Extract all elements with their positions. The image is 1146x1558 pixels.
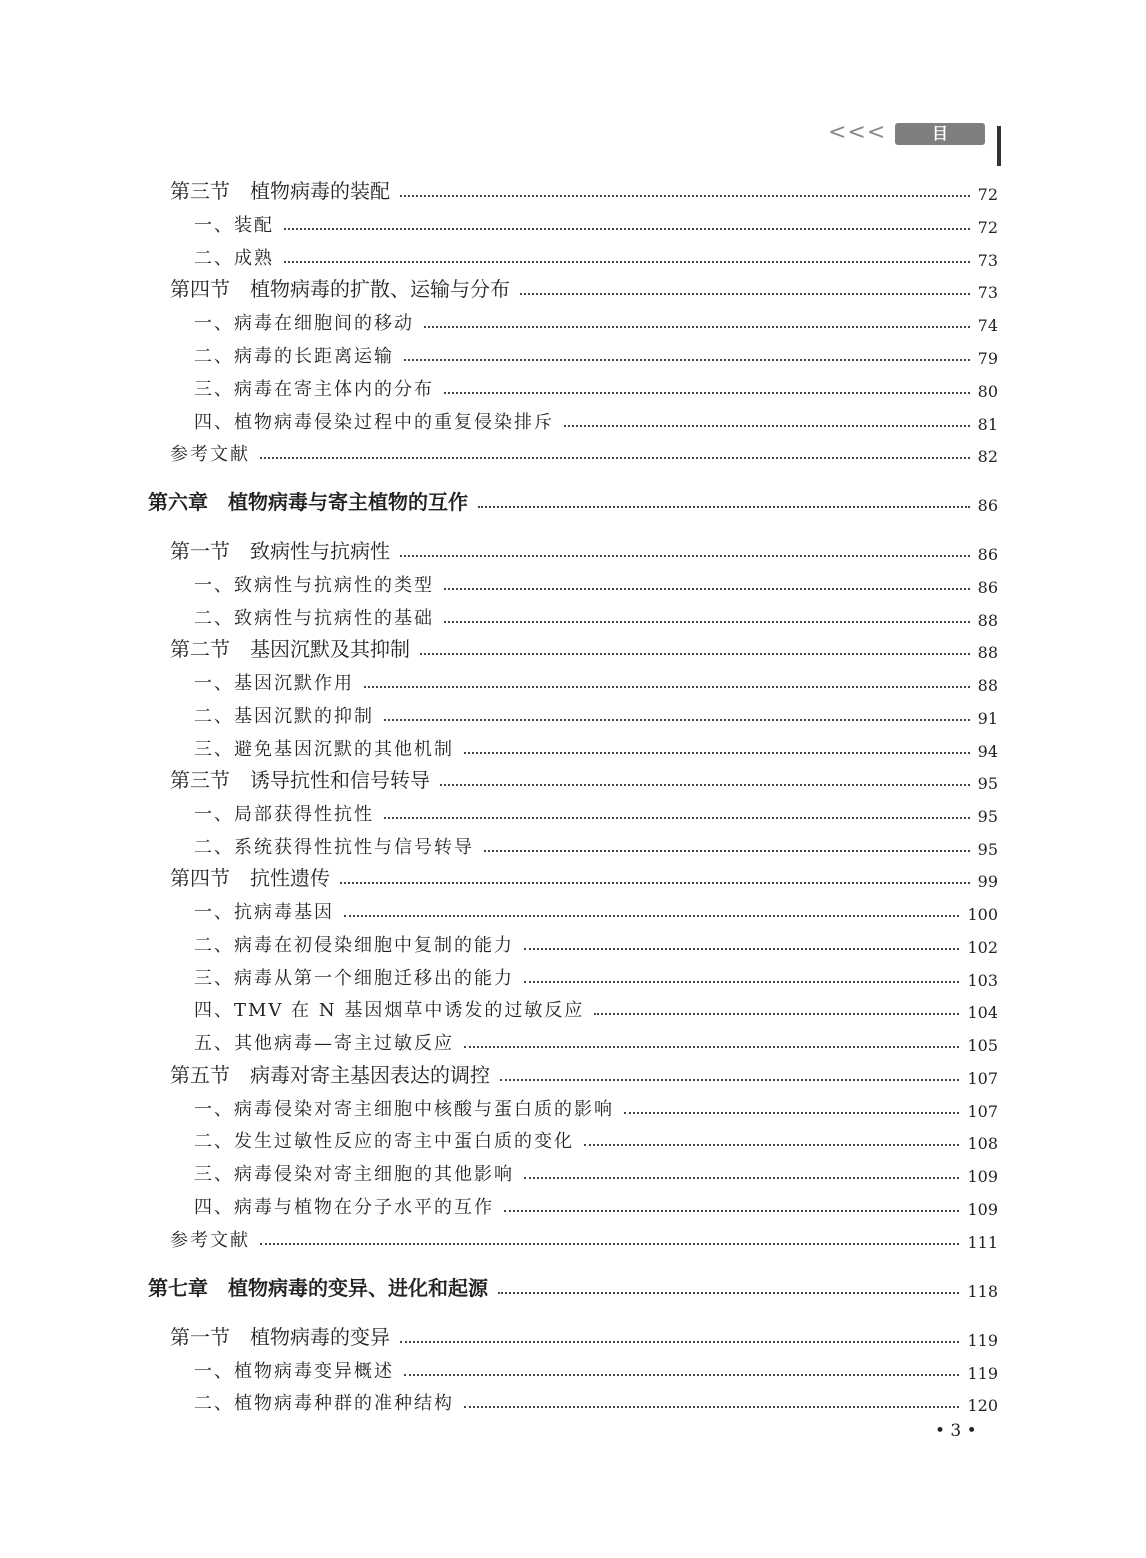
toc-entry[interactable] xyxy=(0,174,1146,204)
toc-entry[interactable] xyxy=(0,894,1146,924)
toc-entry[interactable] xyxy=(0,1091,1146,1121)
toc-entry-page: 102 xyxy=(967,938,998,957)
toc-entry[interactable] xyxy=(0,207,1146,237)
toc-entry-title: 参考文献 xyxy=(170,1230,250,1251)
toc-entry[interactable] xyxy=(0,1156,1146,1186)
toc-leader xyxy=(400,555,970,557)
toc-entry-page: 74 xyxy=(977,316,998,335)
page-number: • 3 • xyxy=(935,1421,977,1441)
toc-entry-title: 三、病毒侵染对寄主细胞的其他影响 xyxy=(194,1164,514,1185)
toc-leader xyxy=(404,359,970,361)
toc-entry-title: 一、植物病毒变异概述 xyxy=(194,1361,394,1382)
toc-entry[interactable] xyxy=(0,1123,1146,1153)
toc-entry[interactable] xyxy=(0,763,1146,793)
toc-leader xyxy=(464,752,970,754)
header-divider-bar xyxy=(997,126,1001,166)
toc-entry-page: 103 xyxy=(967,971,998,990)
toc-entry-title: 一、病毒在细胞间的移动 xyxy=(194,313,414,334)
toc-entry[interactable] xyxy=(0,731,1146,761)
toc-entry[interactable] xyxy=(0,404,1146,434)
toc-chapter-entry[interactable] xyxy=(0,485,1146,515)
toc-entry[interactable] xyxy=(0,960,1146,990)
toc-entry-title: 第六章 植物病毒与寄主植物的互作 xyxy=(148,490,468,514)
toc-entry-title: 三、病毒在寄主体内的分布 xyxy=(194,379,434,400)
toc-entry-page: 86 xyxy=(977,496,998,515)
toc-entry[interactable] xyxy=(0,272,1146,302)
toc-leader xyxy=(384,719,970,721)
toc-entry-page: 95 xyxy=(977,840,998,859)
toc-entry-title: 二、系统获得性抗性与信号转导 xyxy=(194,837,474,858)
toc-entry[interactable] xyxy=(0,240,1146,270)
toc-entry-title: 第四节 抗性遗传 xyxy=(170,866,330,890)
toc-entry-title: 一、抗病毒基因 xyxy=(194,902,334,923)
toc-entry[interactable] xyxy=(0,371,1146,401)
toc-entry[interactable] xyxy=(0,829,1146,859)
toc-leader xyxy=(284,261,970,263)
toc-entry-title: 第一节 致病性与抗病性 xyxy=(170,539,390,563)
toc-leader xyxy=(584,1144,959,1146)
toc-entry-page: 107 xyxy=(967,1102,998,1121)
toc-entry-page: 118 xyxy=(967,1282,998,1301)
toc-entry-title: 二、发生过敏性反应的寄主中蛋白质的变化 xyxy=(194,1131,574,1152)
toc-entry[interactable] xyxy=(0,1320,1146,1350)
toc-leader xyxy=(520,293,970,295)
toc-entry-title: 第四节 植物病毒的扩散、运输与分布 xyxy=(170,277,510,301)
toc-entry-title: 一、病毒侵染对寄主细胞中核酸与蛋白质的影响 xyxy=(194,1099,614,1120)
toc-entry-title: 四、植物病毒侵染过程中的重复侵染排斥 xyxy=(194,412,554,433)
toc-entry[interactable] xyxy=(0,1353,1146,1383)
toc-entry-page: 86 xyxy=(977,578,998,597)
toc-leader xyxy=(404,1374,959,1376)
toc-entry-page: 72 xyxy=(977,218,998,237)
toc-entry-title: 五、其他病毒—寄主过敏反应 xyxy=(194,1033,454,1054)
toc-leader xyxy=(484,850,970,852)
toc-entry[interactable] xyxy=(0,632,1146,662)
toc-entry[interactable] xyxy=(0,861,1146,891)
toc-leader xyxy=(284,228,970,230)
toc-leader xyxy=(504,1210,959,1212)
toc-entry-title: 参考文献 xyxy=(170,444,250,465)
toc-leader xyxy=(500,1079,959,1081)
toc-entry-title: 一、局部获得性抗性 xyxy=(194,804,374,825)
toc-leader xyxy=(344,915,959,917)
toc-leader xyxy=(524,1177,959,1179)
toc-entry-title: 一、致病性与抗病性的类型 xyxy=(194,575,434,596)
toc-entry-page: 81 xyxy=(977,415,998,434)
toc-entry-page: 88 xyxy=(977,611,998,630)
toc-entry[interactable] xyxy=(0,796,1146,826)
toc-entry[interactable] xyxy=(0,338,1146,368)
toc-entry-page: 104 xyxy=(967,1003,998,1022)
toc-entry-title: 二、致病性与抗病性的基础 xyxy=(194,608,434,629)
toc-entry-page: 105 xyxy=(967,1036,998,1055)
toc-entry[interactable] xyxy=(0,1058,1146,1088)
toc-leader xyxy=(594,1013,959,1015)
toc-leader xyxy=(464,1046,959,1048)
toc-entry-page: 107 xyxy=(967,1069,998,1088)
toc-leader xyxy=(440,784,970,786)
toc-leader xyxy=(364,686,970,688)
toc-entry-page: 111 xyxy=(967,1233,998,1252)
toc-entry-page: 88 xyxy=(977,643,998,662)
toc-entry-title: 第三节 诱导抗性和信号转导 xyxy=(170,768,430,792)
toc-leader xyxy=(340,882,970,884)
toc-entry[interactable] xyxy=(0,992,1146,1022)
toc-entry[interactable] xyxy=(0,1025,1146,1055)
toc-entry[interactable] xyxy=(0,665,1146,695)
toc-entry[interactable] xyxy=(0,1222,1146,1252)
toc-leader xyxy=(400,195,970,197)
toc-entry-page: 100 xyxy=(967,905,998,924)
toc-entry-title: 第七章 植物病毒的变异、进化和起源 xyxy=(148,1276,488,1300)
toc-entry-page: 73 xyxy=(977,251,998,270)
toc-entry-title: 一、装配 xyxy=(194,215,274,236)
toc-entry-page: 88 xyxy=(977,676,998,695)
toc-leader xyxy=(424,326,970,328)
toc-entry-title: 一、基因沉默作用 xyxy=(194,673,354,694)
toc-leader xyxy=(444,621,970,623)
toc-entry-title: 二、病毒在初侵染细胞中复制的能力 xyxy=(194,935,514,956)
toc-entry-title: 四、TMV 在 N 基因烟草中诱发的过敏反应 xyxy=(194,1000,585,1021)
toc-entry-title: 三、病毒从第一个细胞迁移出的能力 xyxy=(194,968,514,989)
toc-entry-title: 二、病毒的长距离运输 xyxy=(194,346,394,367)
toc-leader xyxy=(524,981,959,983)
toc-entry-title: 二、植物病毒种群的准种结构 xyxy=(194,1393,454,1414)
toc-entry[interactable] xyxy=(0,305,1146,335)
toc-entry-page: 73 xyxy=(977,283,998,302)
toc-entry-page: 119 xyxy=(967,1331,998,1350)
toc-entry-page: 120 xyxy=(967,1396,998,1415)
toc-entry[interactable] xyxy=(0,927,1146,957)
toc-entry-title: 第五节 病毒对寄主基因表达的调控 xyxy=(170,1063,490,1087)
toc-entry[interactable] xyxy=(0,1385,1146,1415)
toc-leader xyxy=(564,425,970,427)
toc-entry[interactable] xyxy=(0,436,1146,466)
toc-leader xyxy=(624,1112,959,1114)
toc-entry-page: 72 xyxy=(977,185,998,204)
toc-entry-page: 95 xyxy=(977,807,998,826)
toc-entry-page: 94 xyxy=(977,742,998,761)
toc-entry[interactable] xyxy=(0,534,1146,564)
toc-leader xyxy=(464,1406,959,1408)
toc-entry-title: 第三节 植物病毒的装配 xyxy=(170,179,390,203)
toc-entry-page: 119 xyxy=(967,1364,998,1383)
toc-leader xyxy=(478,506,970,508)
toc-entry-page: 108 xyxy=(967,1134,998,1153)
toc-entry-page: 99 xyxy=(977,872,998,891)
toc-leader xyxy=(420,653,970,655)
toc-entry-page: 86 xyxy=(977,545,998,564)
toc-entry-title: 第一节 植物病毒的变异 xyxy=(170,1325,390,1349)
toc-entry[interactable] xyxy=(0,567,1146,597)
toc-chapter-entry[interactable] xyxy=(0,1271,1146,1301)
toc-entry-page: 79 xyxy=(977,349,998,368)
toc-entry-page: 109 xyxy=(967,1200,998,1219)
toc-leader xyxy=(524,948,959,950)
toc-leader xyxy=(498,1292,959,1294)
toc-entry-title: 四、病毒与植物在分子水平的互作 xyxy=(194,1197,494,1218)
toc-entry-title: 三、避免基因沉默的其他机制 xyxy=(194,739,454,760)
toc-entry-page: 109 xyxy=(967,1167,998,1186)
toc-leader xyxy=(400,1341,959,1343)
toc-leader xyxy=(260,457,970,459)
toc-leader xyxy=(444,392,970,394)
toc-leader xyxy=(260,1243,959,1245)
toc-entry-page: 95 xyxy=(977,774,998,793)
toc-leader xyxy=(444,588,970,590)
header-arrows: <<< xyxy=(828,120,887,145)
toc-entry[interactable] xyxy=(0,698,1146,728)
toc-entry-page: 82 xyxy=(977,447,998,466)
toc-entry[interactable] xyxy=(0,600,1146,630)
toc-badge: 目 录 xyxy=(895,123,985,145)
toc-leader xyxy=(384,817,970,819)
toc-entry[interactable] xyxy=(0,1189,1146,1219)
toc-entry-page: 91 xyxy=(977,709,998,728)
toc-entry-title: 第二节 基因沉默及其抑制 xyxy=(170,637,410,661)
toc-entry-title: 二、基因沉默的抑制 xyxy=(194,706,374,727)
toc-entry-page: 80 xyxy=(977,382,998,401)
toc-entry-title: 二、成熟 xyxy=(194,248,274,269)
